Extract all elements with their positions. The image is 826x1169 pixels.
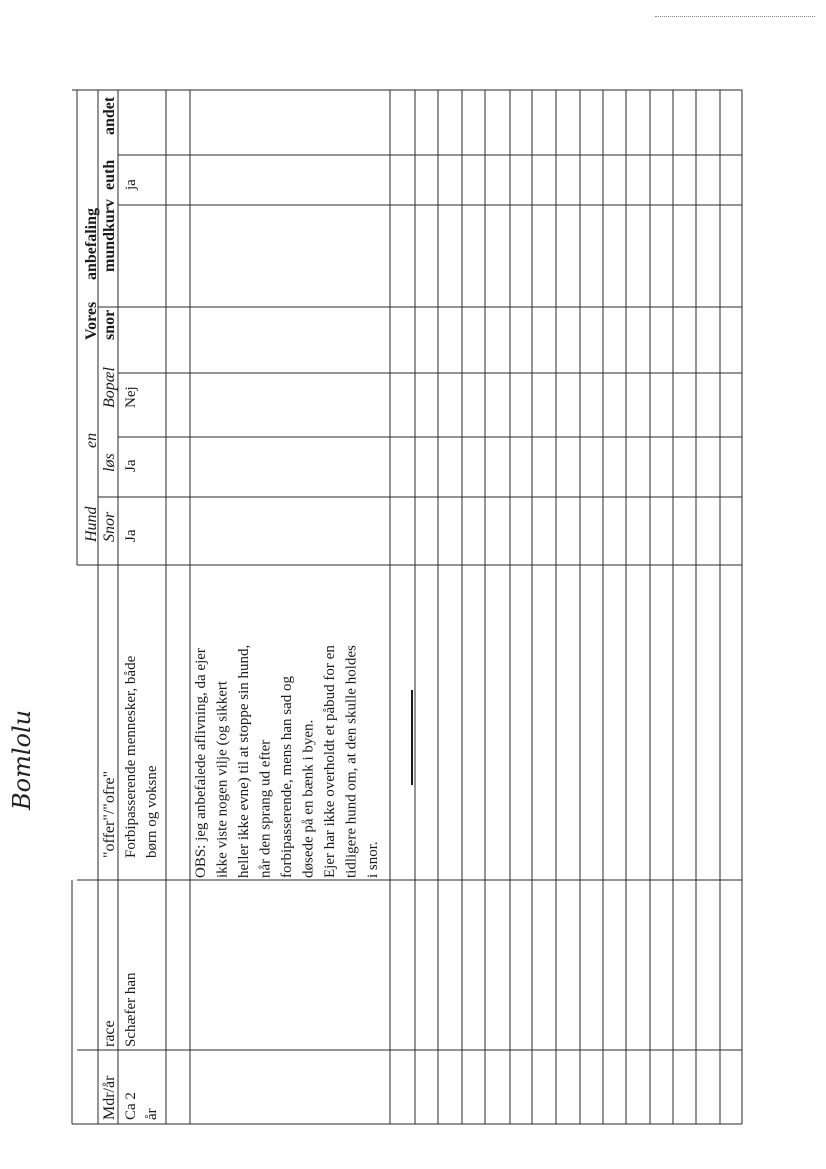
- row1-offer-line2: børn og voksne: [144, 765, 160, 858]
- note-line: heller ikke evne) til at stoppe sin hund,: [236, 644, 252, 878]
- row1-bopael: Nej: [123, 386, 139, 408]
- note-line: tidligere hund om, at den skulle holdes: [343, 645, 360, 878]
- header-en: en: [83, 432, 100, 448]
- header-hund: Hund: [83, 506, 100, 542]
- row1-age: Ca 2: [123, 1092, 139, 1120]
- note-line: ikke viste nogen vilje (og sikkert: [214, 680, 231, 878]
- header-mundkurv: mundkurv: [101, 199, 118, 272]
- row1-race: Schæfer han: [123, 972, 139, 1047]
- table-grid: [72, 90, 742, 1124]
- header-andet: andet: [101, 96, 118, 135]
- header-los: løs: [101, 453, 118, 472]
- header-snor: Snor: [101, 511, 118, 542]
- header-offer: "offer"/"ofre": [101, 770, 118, 858]
- row1-euth: ja: [123, 179, 139, 190]
- note-line: når den sprang ud efter: [257, 739, 274, 878]
- header-vores-snor: snor: [101, 309, 118, 340]
- header-mdr-ar: Mdr/år: [101, 1075, 118, 1120]
- note-line: OBS: jeg anbefalede aflivning, da ejer: [193, 648, 209, 878]
- note-paragraph: [193, 645, 381, 878]
- note-line: i snor.: [365, 841, 381, 878]
- table-row-lines: [77, 90, 742, 1124]
- row1-offer-line1: Forbipasserende mennesker, både: [123, 655, 139, 858]
- header-vores: Vores: [83, 301, 100, 340]
- row1-age-unit: år: [144, 1108, 160, 1120]
- header-race: race: [101, 1020, 118, 1047]
- handwritten-note: Bomlolu: [8, 709, 36, 810]
- note-line: forbipasserende, mens han sad og: [279, 675, 295, 878]
- row1-los: Ja: [123, 459, 139, 472]
- note-line: Ejer har ikke overholdt et påbud for en: [322, 645, 338, 878]
- header-bopael: Bopæl: [101, 367, 118, 408]
- header-euth: euth: [101, 159, 118, 190]
- header-anbefaling: anbefaling: [83, 207, 100, 280]
- row1-snor: Ja: [123, 529, 139, 542]
- note-line: døsede på en bænk i byen.: [300, 719, 317, 878]
